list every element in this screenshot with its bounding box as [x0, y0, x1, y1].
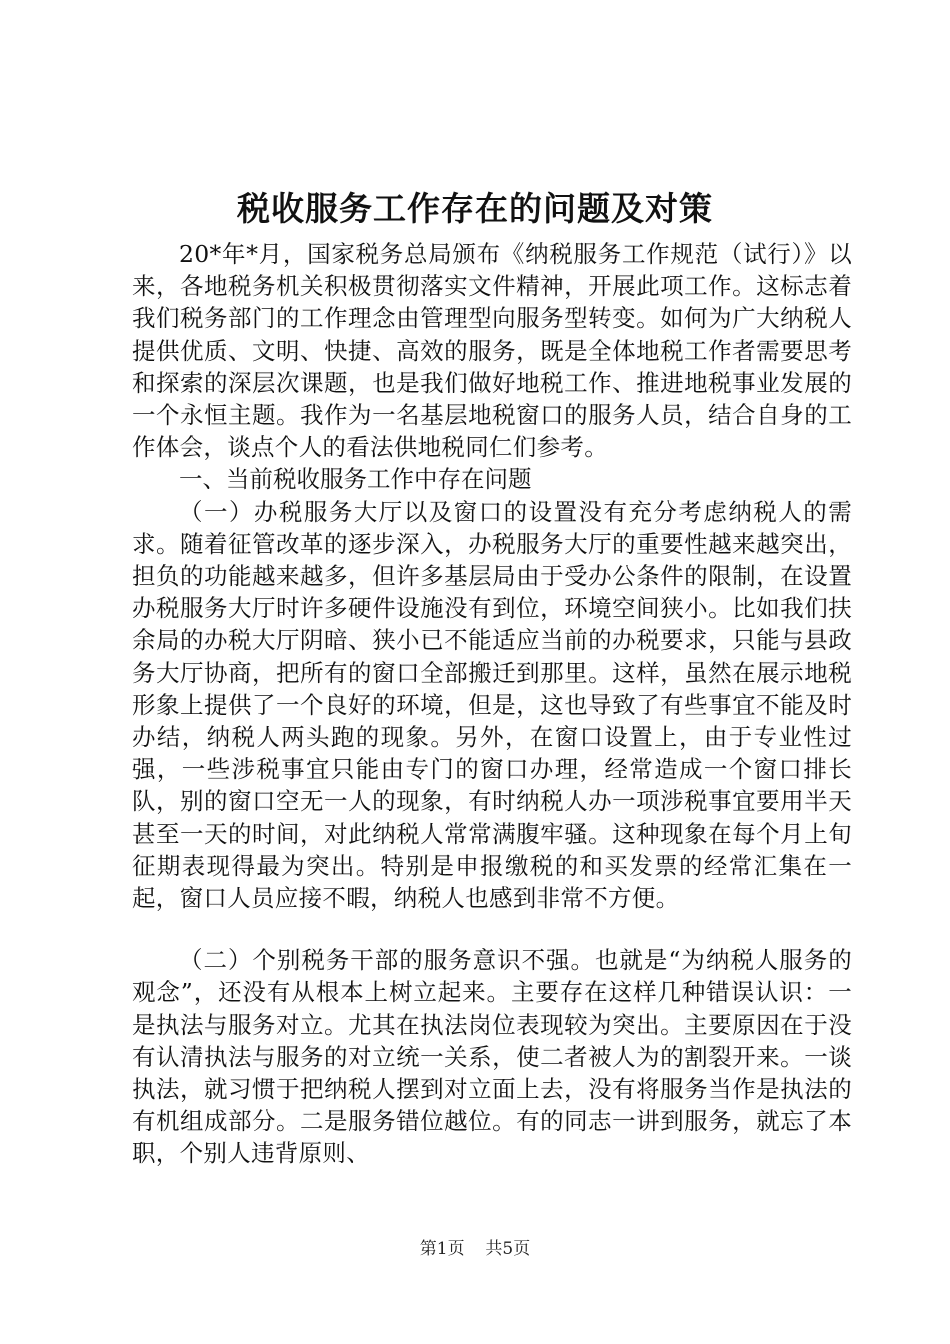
paragraph-1: （一）办税服务大厅以及窗口的设置没有充分考虑纳税人的需求。随着征管改革的逐步深入，办税服务大厅的重要性越来越突出，担负的功能越来越多，但许多基层局由于受办公条件的限制，在设置办税服务大厅时许多硬件设施没有到位，环境空间狭小。比如我们扶余局的办税大厅阴暗、狭小已不能适应当前的办税要求，只能与县政务大厅协商，把所有的窗口全部搬迁到那里。这样，虽然在展示地税形象上提供了一个良好的环境，但是，这也导致了有些事宜不能及时办结，纳税人两头跑的现象。另外，在窗口设置上，由于专业性过强，一些涉税事宜只能由专门的窗口办理，经常造成一个窗口排长队，别的窗口空无一人的现象，有时纳税人办一项涉税事宜要用半天甚至一天的时间，对此纳税人常常满腹牢骚。这种现象在每个月上旬征期表现得最为突出。特别是申报缴税的和买发票的经常汇集在一起，窗口人员应接不暇，纳税人也感到非常不方便。 [132, 497, 852, 913]
paragraph-spacer [132, 914, 852, 944]
section-heading: 一、当前税收服务工作中存在问题 [179, 465, 532, 494]
document-body [132, 238, 852, 1170]
document-title: 税收服务工作存在的问题及对策 [237, 189, 713, 228]
page-total: 共5页 [485, 1239, 531, 1259]
intro-paragraph: 20*年*月，国家税务总局颁布《纳税服务工作规范（试行）》以来，各地税务机关积极贯彻落实文件精神，开展此项工作。这标志着我们税务部门的工作理念由管理型向服务型转变。如何为广大纳税人提供优质、文明、快捷、高效的服务，既是全体地税工作者需要思考和探索的深层次课题，也是我们做好地税工作、推进地税事业发展的一个永恒主题。我作为一名基层地税窗口的服务人员，结合自身的工作体会，谈点个人的看法供地税同仁们参考。 [132, 240, 852, 462]
paragraph-2: （二）个别税务干部的服务意识不强。也就是“为纳税人服务的观念”，还没有从根本上树立起来。主要存在这样几种错误认识：一是执法与服务对立。尤其在执法岗位表现较为突出。主要原因在于没有认清执法与服务的对立统一关系，使二者被人为的割裂开来。一谈执法，就习惯于把纳税人摆到对立面上去，没有将服务当作是执法的有机组成部分。二是服务错位越位。有的同志一讲到服务，就忘了本职，个别人违背原则、 [132, 946, 852, 1168]
page-number: 第1页 [419, 1239, 465, 1259]
page-footer [0, 1238, 950, 1260]
